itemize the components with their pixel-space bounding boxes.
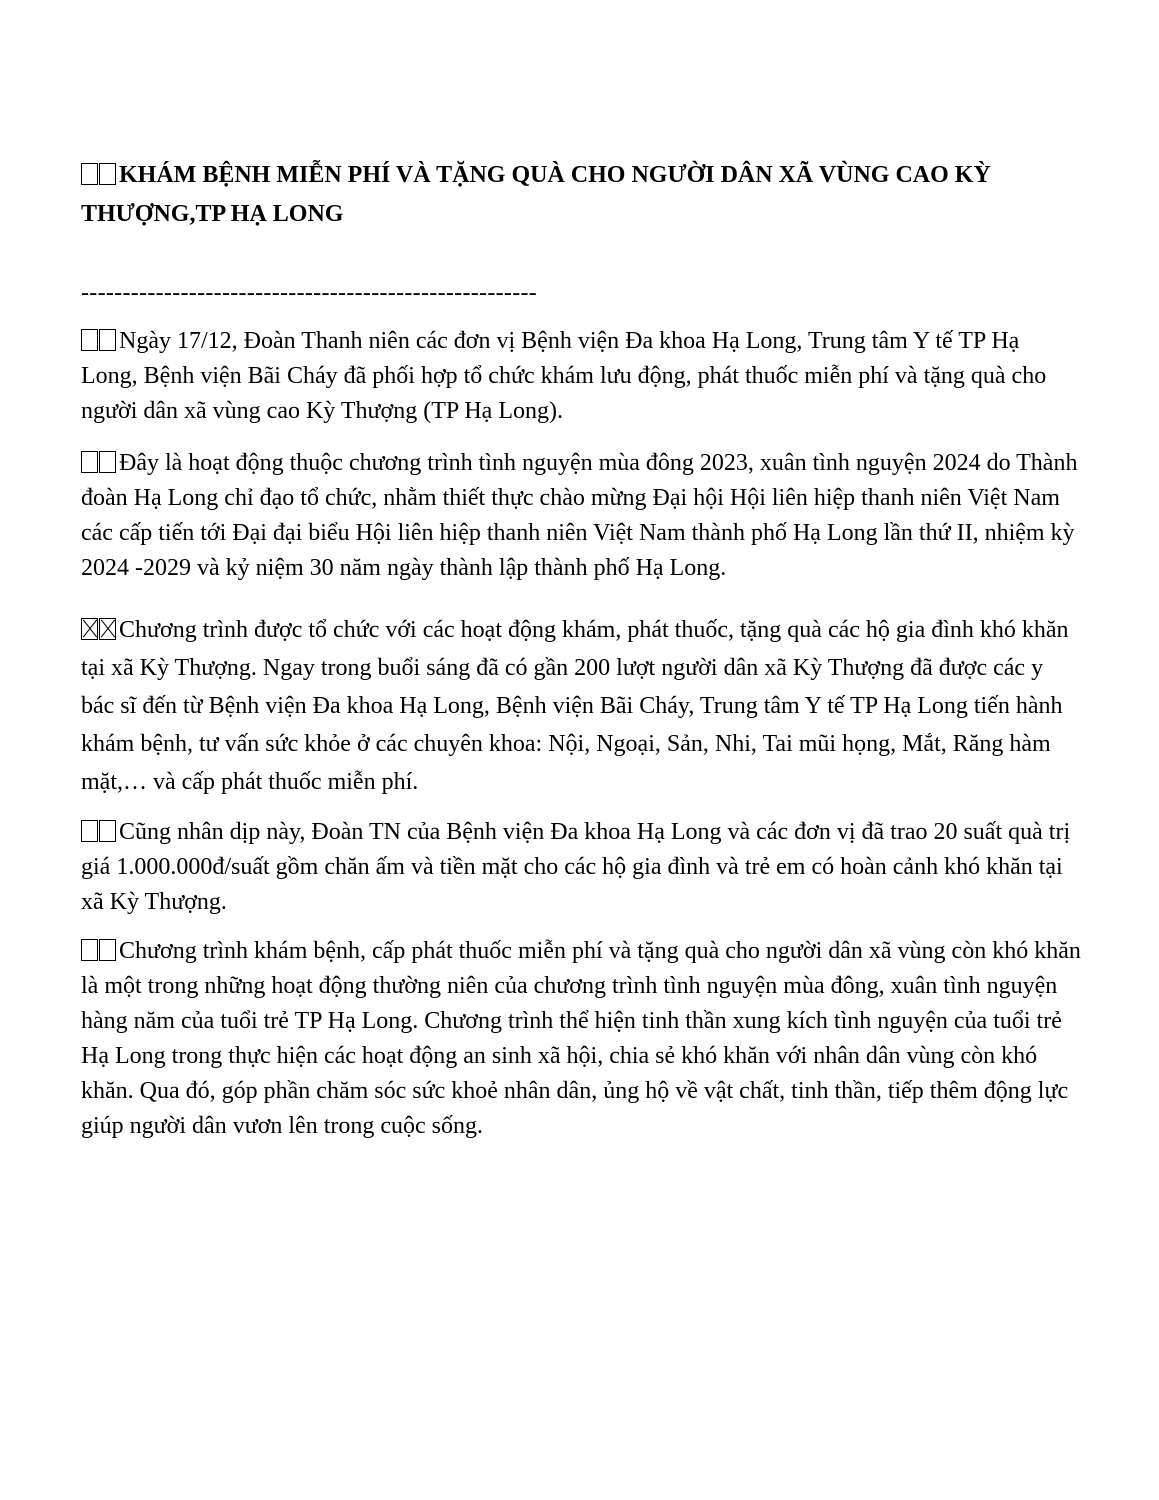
article [81, 156, 1081, 1144]
missing-glyph-icon [81, 938, 117, 964]
missing-glyph-icon [81, 162, 117, 188]
divider-line: ------------------------------------------------------- [81, 280, 538, 306]
paragraph-text: Chương trình được tổ chức với các hoạt động khám, phát thuốc, tặng quà các hộ gia đình khó khăn tại xã Kỳ Thượng. Ngay trong buổi sáng đã có gần 200 lượt người dân xã Kỳ Thượng đã được các y bác sĩ đến từ Bệnh viện Đa khoa Hạ Long, Bệnh viện Bãi Cháy, Trung tâm Y tế TP Hạ Long tiến hành khám bệnh, tư vấn sức khỏe ở các chuyên khoa: Nội, Ngoại, Sản, Nhi, Tai mũi họng, Mắt, Răng hàm mặt,… và cấp phát thuốc miễn phí. [81, 617, 1069, 795]
crossed-box-icon [81, 617, 117, 643]
paragraph [81, 446, 1081, 586]
paragraph-text: Đây là hoạt động thuộc chương trình tình nguyện mùa đông 2023, xuân tình nguyện 2024 do Thành đoàn Hạ Long chỉ đạo tổ chức, nhằm thiết thực chào mừng Đại hội Hội liên hiệp thanh niên Việt Nam các cấp tiến tới Đại đại biểu Hội liên hiệp thanh niên Việt Nam thành phố Hạ Long lần thứ II, nhiệm kỳ 2024 -2029 và kỷ niệm 30 năm ngày thành lập thành phố Hạ Long. [81, 450, 1078, 581]
paragraph-text: Chương trình khám bệnh, cấp phát thuốc miễn phí và tặng quà cho người dân xã vùng còn khó khăn là một trong những hoạt động thường niên của chương trình tình nguyện mùa đông, xuân tình nguyện hàng năm của tuổi trẻ TP Hạ Long. Chương trình thể hiện tinh thần xung kích tình nguyện của tuổi trẻ Hạ Long trong thực hiện các hoạt động an sinh xã hội, chia sẻ khó khăn với nhân dân vùng còn khó khăn. Qua đó, góp phần chăm sóc sức khoẻ nhân dân, ủng hộ về vật chất, tinh thần, tiếp thêm động lực giúp người dân vươn lên trong cuộc sống. [81, 938, 1081, 1139]
paragraph [81, 324, 1081, 429]
paragraph-text: Ngày 17/12, Đoàn Thanh niên các đơn vị Bệnh viện Đa khoa Hạ Long, Trung tâm Y tế TP Hạ Long, Bệnh viện Bãi Cháy đã phối hợp tổ chức khám lưu động, phát thuốc miễn phí và tặng quà cho người dân xã vùng cao Kỳ Thượng (TP Hạ Long). [81, 328, 1047, 424]
missing-glyph-icon [81, 450, 117, 476]
missing-glyph-icon [81, 819, 117, 845]
article-title: KHÁM BỆNH MIỄN PHÍ VÀ TẶNG QUÀ CHO NGƯỜI DÂN XÃ VÙNG CAO KỲ THƯỢNG,TP HẠ LONG [81, 162, 991, 227]
paragraph-text: Cũng nhân dịp này, Đoàn TN của Bệnh viện Đa khoa Hạ Long và các đơn vị đã trao 20 suất quà trị giá 1.000.000đ/suất gồm chăn ấm và tiền mặt cho các hộ gia đình và trẻ em có hoàn cảnh khó khăn tại xã Kỳ Thượng. [81, 819, 1071, 915]
article-title-block [81, 156, 1081, 234]
missing-glyph-icon [81, 328, 117, 354]
paragraph [81, 611, 1081, 801]
paragraph [81, 934, 1081, 1144]
paragraph [81, 815, 1081, 920]
